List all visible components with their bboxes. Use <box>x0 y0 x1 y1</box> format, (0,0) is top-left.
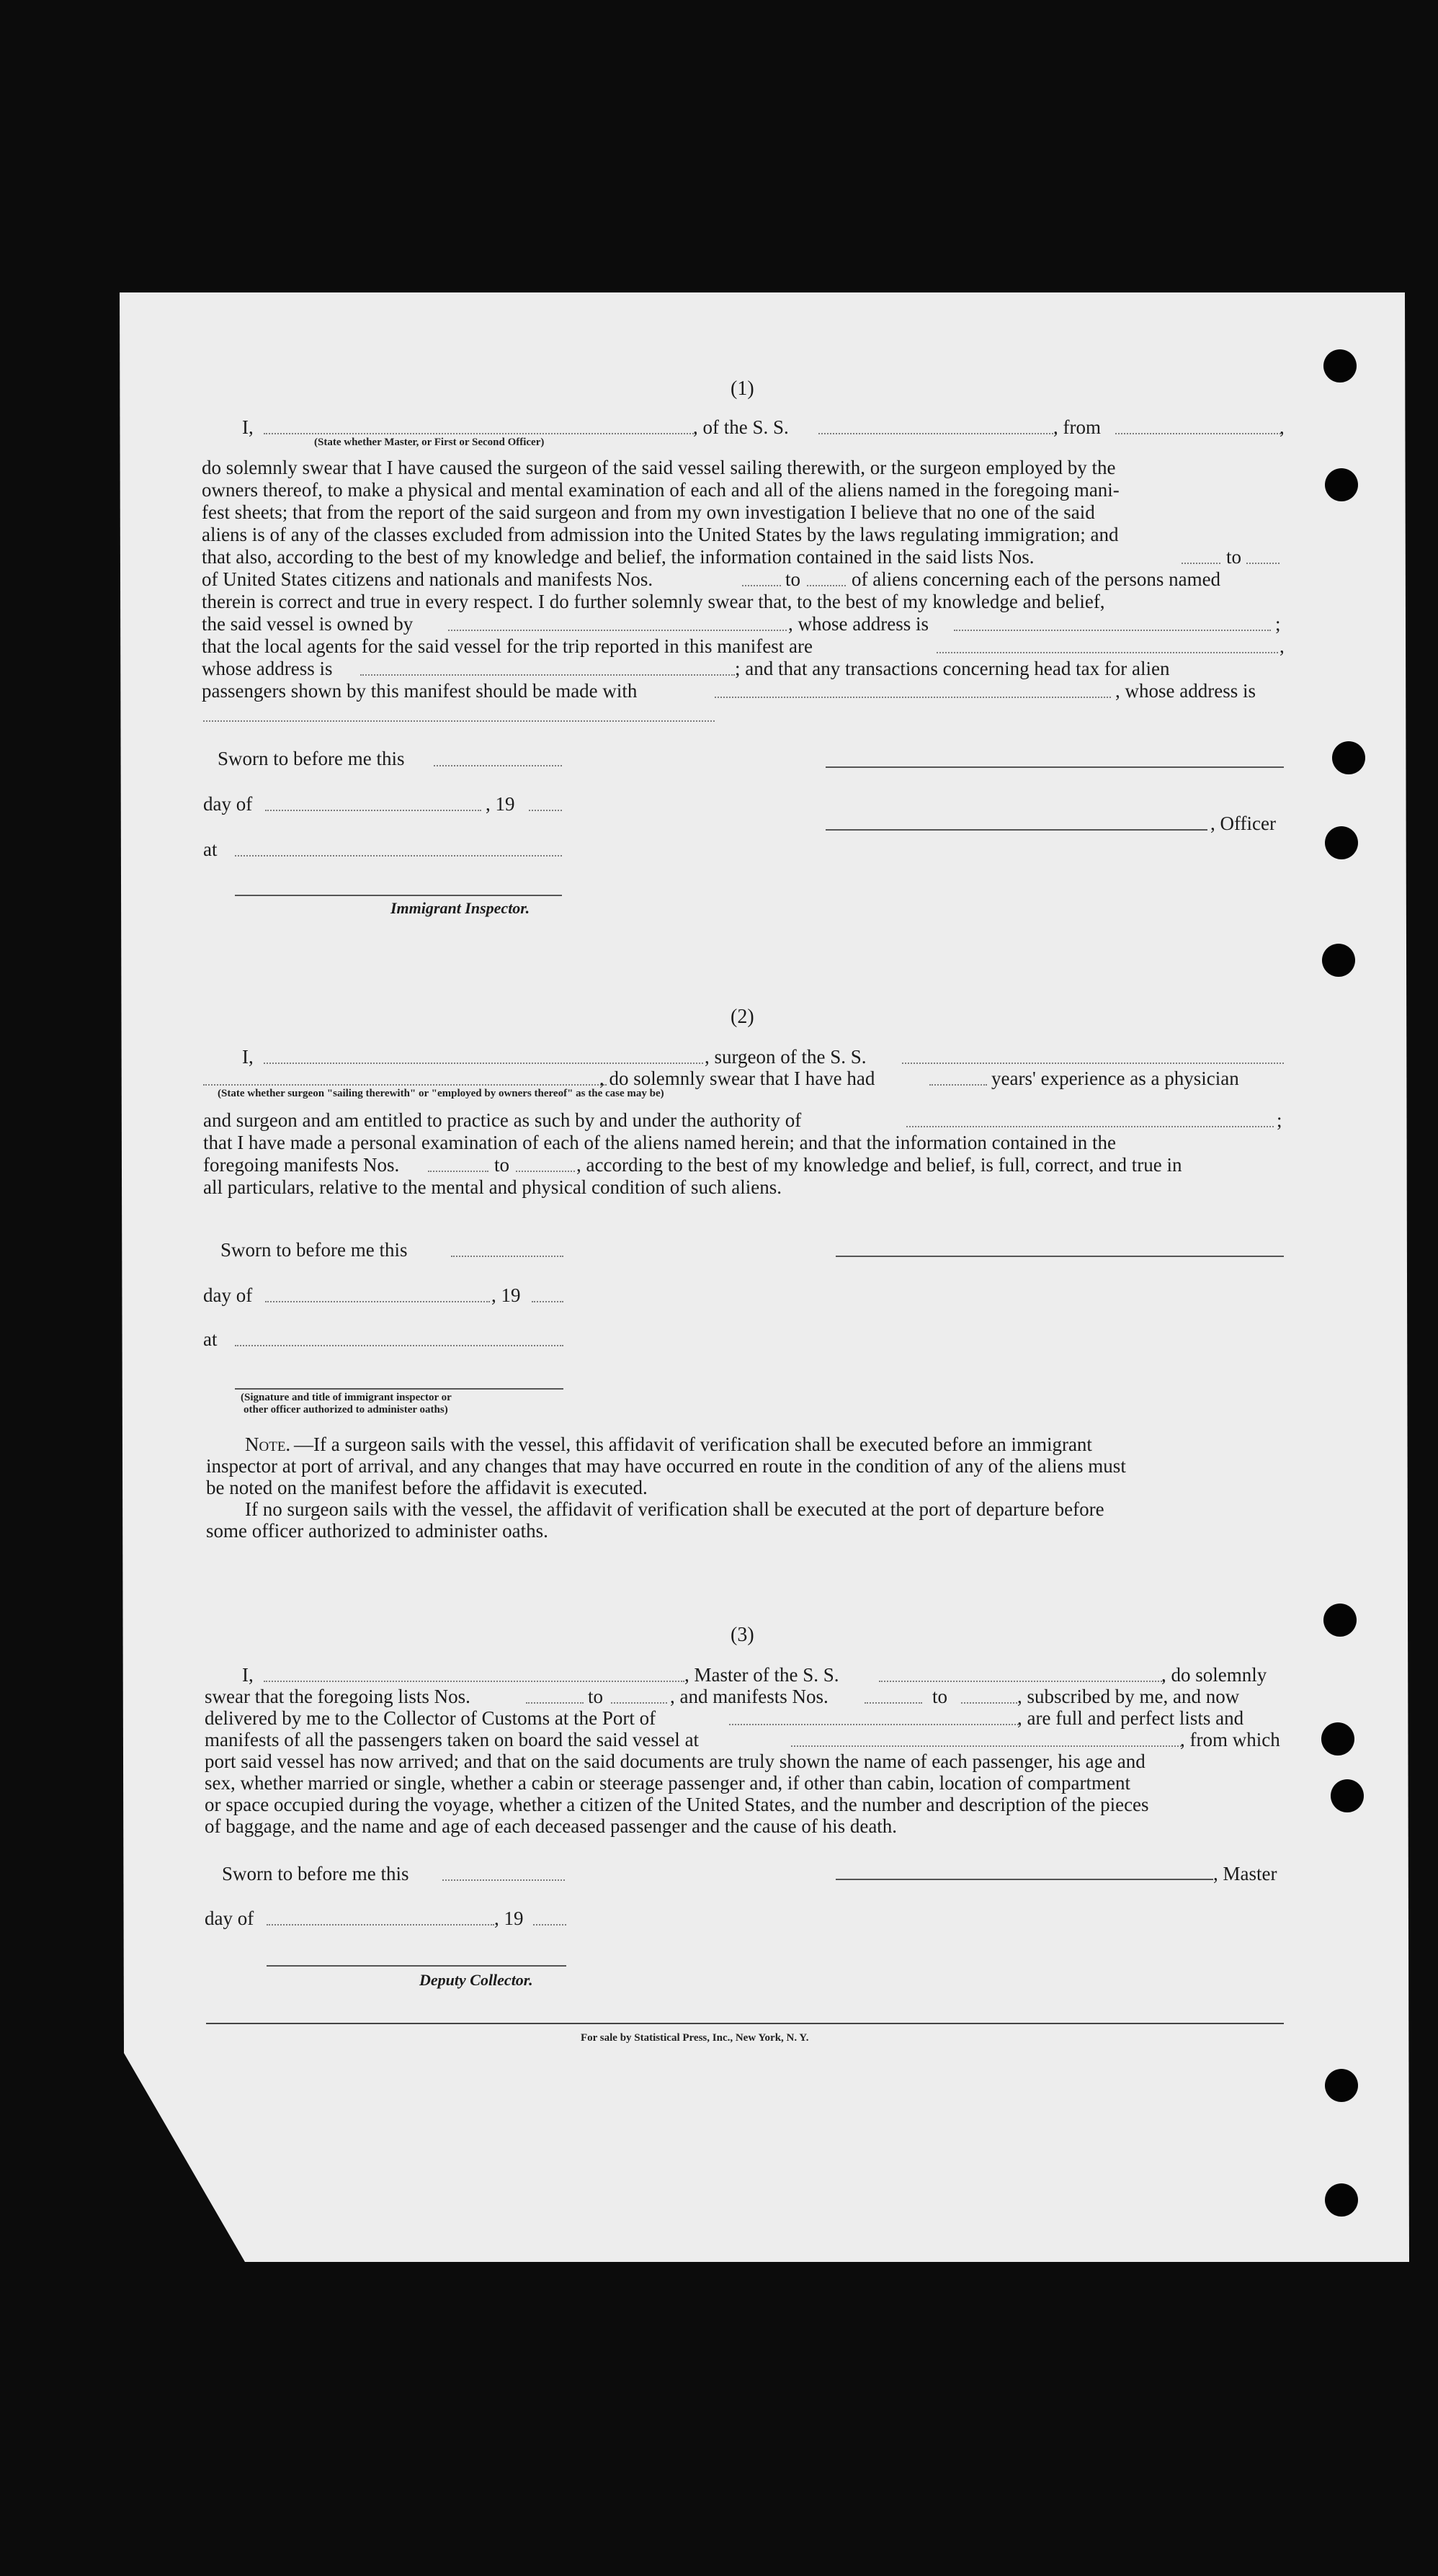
s1-of-ss: , of the S. S. <box>693 416 789 438</box>
s1-line-2: owners thereof, to make a physical and mental examination of each and all of the aliens named in the foregoing mani- <box>202 479 1120 501</box>
s2-manifests-from-blank <box>428 1171 488 1172</box>
s1-sworn-blank <box>434 765 562 766</box>
s1-from-blank <box>1115 433 1281 434</box>
s2-inspector-line <box>235 1388 563 1390</box>
s3-manifests-from-blank <box>865 1702 922 1704</box>
s3-full-perfect: , are full and perfect lists and <box>1017 1707 1244 1729</box>
s2-line-3: and surgeon and am entitled to practice as such by and under the authority of <box>203 1109 802 1131</box>
s2-sig-note-2: other officer authorized to administer oaths) <box>244 1404 448 1416</box>
s2-line-4: that I have made a personal examination of each of the aliens named herein; and that the information contained in the <box>203 1132 1117 1153</box>
s1-to-2: to <box>785 568 801 590</box>
s2-sig-note-1: (Signature and title of immigrant inspector or <box>241 1392 452 1403</box>
s1-at-blank <box>235 855 562 857</box>
note-line-1: —If a surgeon sails with the vessel, this affidavit of verification shall be executed before an immigrant <box>294 1434 1092 1455</box>
s1-officer: , Officer <box>1210 813 1276 834</box>
s2-line-5b: , according to the best of my knowledge and belief, is full, correct, and true in <box>576 1154 1182 1176</box>
s3-line-8: of baggage, and the name and age of each deceased passenger and the cause of his death. <box>205 1815 898 1837</box>
s2-sworn: Sworn to before me this <box>220 1239 408 1261</box>
s1-state-note: (State whether Master, or First or Second Officer) <box>314 437 545 448</box>
s2-manifests-to-blank <box>516 1171 575 1172</box>
s1-line-8: the said vessel is owned by <box>202 613 414 635</box>
s1-line-9: that the local agents for the said vessel for the trip reported in this manifest are <box>202 635 813 657</box>
s1-line-5: that also, according to the best of my knowledge and belief, the information contained in the said lists Nos. <box>202 546 1035 568</box>
s3-and-manifests: , and manifests Nos. <box>670 1686 829 1707</box>
s2-semicolon: ; <box>1277 1109 1282 1131</box>
s3-i: I, <box>242 1664 254 1686</box>
s1-line-4: aliens is of any of the classes excluded from admission into the United States by the laws regulating immigration; and <box>202 524 1119 545</box>
s1-owner-blank <box>448 630 787 631</box>
s3-subscribed: , subscribed by me, and now <box>1017 1686 1240 1707</box>
note-line-3: be noted on the manifest before the affidavit is executed. <box>206 1477 648 1498</box>
s1-day-of: day of <box>203 793 253 815</box>
section-3-heading: (3) <box>731 1624 754 1646</box>
s1-agents-address-blank <box>360 674 735 676</box>
s3-lists-from-blank <box>526 1702 584 1704</box>
s3-master-of: , Master of the S. S. <box>684 1664 839 1686</box>
s1-whose-address-2: , whose address is <box>1115 680 1256 702</box>
s3-do-solemnly: , do solemnly <box>1161 1664 1267 1686</box>
s2-at-blank <box>235 1345 563 1346</box>
s2-state-note: (State whether surgeon "sailing therewith" or "employed by owners thereof" as the case may be) <box>218 1088 664 1099</box>
s3-port-taken-blank <box>791 1745 1182 1747</box>
s2-year: , 19 <box>491 1284 521 1306</box>
s1-agents-blank <box>937 652 1278 653</box>
s3-master-name-blank <box>264 1681 684 1682</box>
s2-sworn-blank <box>451 1256 563 1257</box>
s1-line-7: therein is correct and true in every respect. I do further solemnly swear that, to the best of my knowledge and belief, <box>202 591 1105 612</box>
s1-to-1: to <box>1226 546 1242 568</box>
s3-line-5: port said vessel has now arrived; and that on the said documents are truly shown the name of each passenger, his age and <box>205 1750 1146 1772</box>
s1-signature-line-1 <box>826 766 1284 768</box>
s3-swear-lists: swear that the foregoing lists Nos. <box>205 1686 470 1707</box>
s3-deputy-label: Deputy Collector. <box>419 1971 533 1989</box>
section-2-heading: (2) <box>731 1006 754 1028</box>
s3-master: , Master <box>1213 1863 1277 1884</box>
s3-deputy-line <box>267 1965 566 1967</box>
note-line-5: some officer authorized to administer oaths. <box>206 1520 548 1542</box>
s2-surgeon-of: , surgeon of the S. S. <box>705 1046 867 1068</box>
s3-to-1: to <box>588 1686 604 1707</box>
s3-lists-to-blank <box>611 1702 667 1704</box>
note-label: Note. <box>245 1434 291 1455</box>
s1-manifests-from-blank <box>742 585 781 586</box>
s1-inspector-label: Immigrant Inspector. <box>390 899 530 917</box>
s3-sworn: Sworn to before me this <box>222 1863 409 1884</box>
s1-i: I, <box>242 416 254 438</box>
s1-line-1: do solemnly swear that I have caused the surgeon of the said vessel sailing therewith, or the surgeon employed by the <box>202 457 1116 478</box>
s2-surgeon-name-blank <box>264 1063 703 1064</box>
s2-year-blank <box>532 1301 563 1302</box>
s2-swear: , do solemnly swear that I have had <box>599 1068 875 1089</box>
s2-authority-blank <box>906 1126 1274 1127</box>
s3-day-of: day of <box>205 1908 254 1929</box>
s1-ship-blank <box>818 433 1056 434</box>
s3-year-blank <box>533 1924 566 1926</box>
s3-line-7: or space occupied during the voyage, whether a citizen of the United States, and the number and description of the pieces <box>205 1794 1149 1815</box>
s3-delivered: delivered by me to the Collector of Customs at the Port of <box>205 1707 656 1729</box>
s3-manifests-to-blank <box>961 1702 1017 1704</box>
s2-years-blank <box>929 1084 987 1086</box>
s2-day-blank <box>265 1301 490 1302</box>
s1-signature-line-2 <box>826 829 1207 831</box>
s1-aliens-concerning: of aliens concerning each of the persons named <box>852 568 1221 590</box>
s1-agents-comma: , <box>1280 635 1285 657</box>
s3-year: , 19 <box>494 1908 524 1929</box>
section-1-heading: (1) <box>731 377 754 400</box>
s1-day-blank <box>265 810 481 811</box>
s1-line-11: passengers shown by this manifest should be made with <box>202 680 638 702</box>
s3-from-which: , from which <box>1180 1729 1280 1750</box>
s1-head-tax-blank <box>715 697 1111 698</box>
s1-lists-from-blank <box>1182 563 1220 564</box>
s1-line-6: of United States citizens and nationals and manifests Nos. <box>202 568 653 590</box>
s2-years: years' experience as a physician <box>991 1068 1239 1089</box>
s1-head-tax-address-blank <box>203 720 715 722</box>
note-line-2: inspector at port of arrival, and any changes that may have occurred en route in the condition of any of the aliens must <box>206 1455 1126 1477</box>
s3-sworn-blank <box>442 1879 565 1881</box>
s3-to-2: to <box>932 1686 948 1707</box>
s2-i: I, <box>242 1046 254 1068</box>
footer-imprint: For sale by Statistical Press, Inc., New York, N. Y. <box>581 2032 809 2044</box>
s1-line-10: whose address is <box>202 658 333 679</box>
s1-head-tax: ; and that any transactions concerning head tax for alien <box>735 658 1170 679</box>
s1-lists-to-blank <box>1246 563 1280 564</box>
s2-to: to <box>494 1154 510 1176</box>
s3-day-blank <box>267 1924 494 1926</box>
s1-whose-address-1: , whose address is <box>788 613 929 635</box>
s1-officer-blank <box>264 433 696 434</box>
s1-year: , 19 <box>486 793 515 815</box>
s1-from: , from <box>1053 416 1101 438</box>
s2-signature-line <box>836 1256 1284 1257</box>
s2-ship-blank <box>902 1063 1284 1064</box>
s2-line-6: all particulars, relative to the mental and physical condition of such aliens. <box>203 1176 782 1198</box>
s1-manifests-to-blank <box>807 585 846 586</box>
s2-at: at <box>203 1328 218 1350</box>
s3-ship-blank <box>879 1681 1164 1682</box>
note-line-4: If no surgeon sails with the vessel, the affidavit of verification shall be executed at the port of departure before <box>245 1498 1104 1520</box>
s1-at: at <box>203 838 218 860</box>
s1-line-3: fest sheets; that from the report of the said surgeon and from my own investigation I believe that no one of the said <box>202 501 1095 523</box>
s1-year-blank <box>529 810 562 811</box>
s2-line-5a: foregoing manifests Nos. <box>203 1154 400 1176</box>
s3-manifests-all: manifests of all the passengers taken on board the said vessel at <box>205 1729 700 1750</box>
s3-port-blank <box>729 1724 1019 1725</box>
s1-sworn: Sworn to before me this <box>218 748 405 769</box>
s1-inspector-line <box>235 895 562 896</box>
s2-day-of: day of <box>203 1284 253 1306</box>
s1-semicolon: ; <box>1275 613 1281 635</box>
s3-master-signature-line <box>836 1879 1213 1880</box>
footer-rule <box>206 2023 1284 2024</box>
s1-owner-address-blank <box>954 630 1271 631</box>
s1-end-comma: , <box>1280 416 1285 438</box>
s3-line-6: sex, whether married or single, whether a cabin or steerage passenger and, if other than cabin, location of compartment <box>205 1772 1131 1794</box>
s2-status-blank <box>203 1084 607 1086</box>
